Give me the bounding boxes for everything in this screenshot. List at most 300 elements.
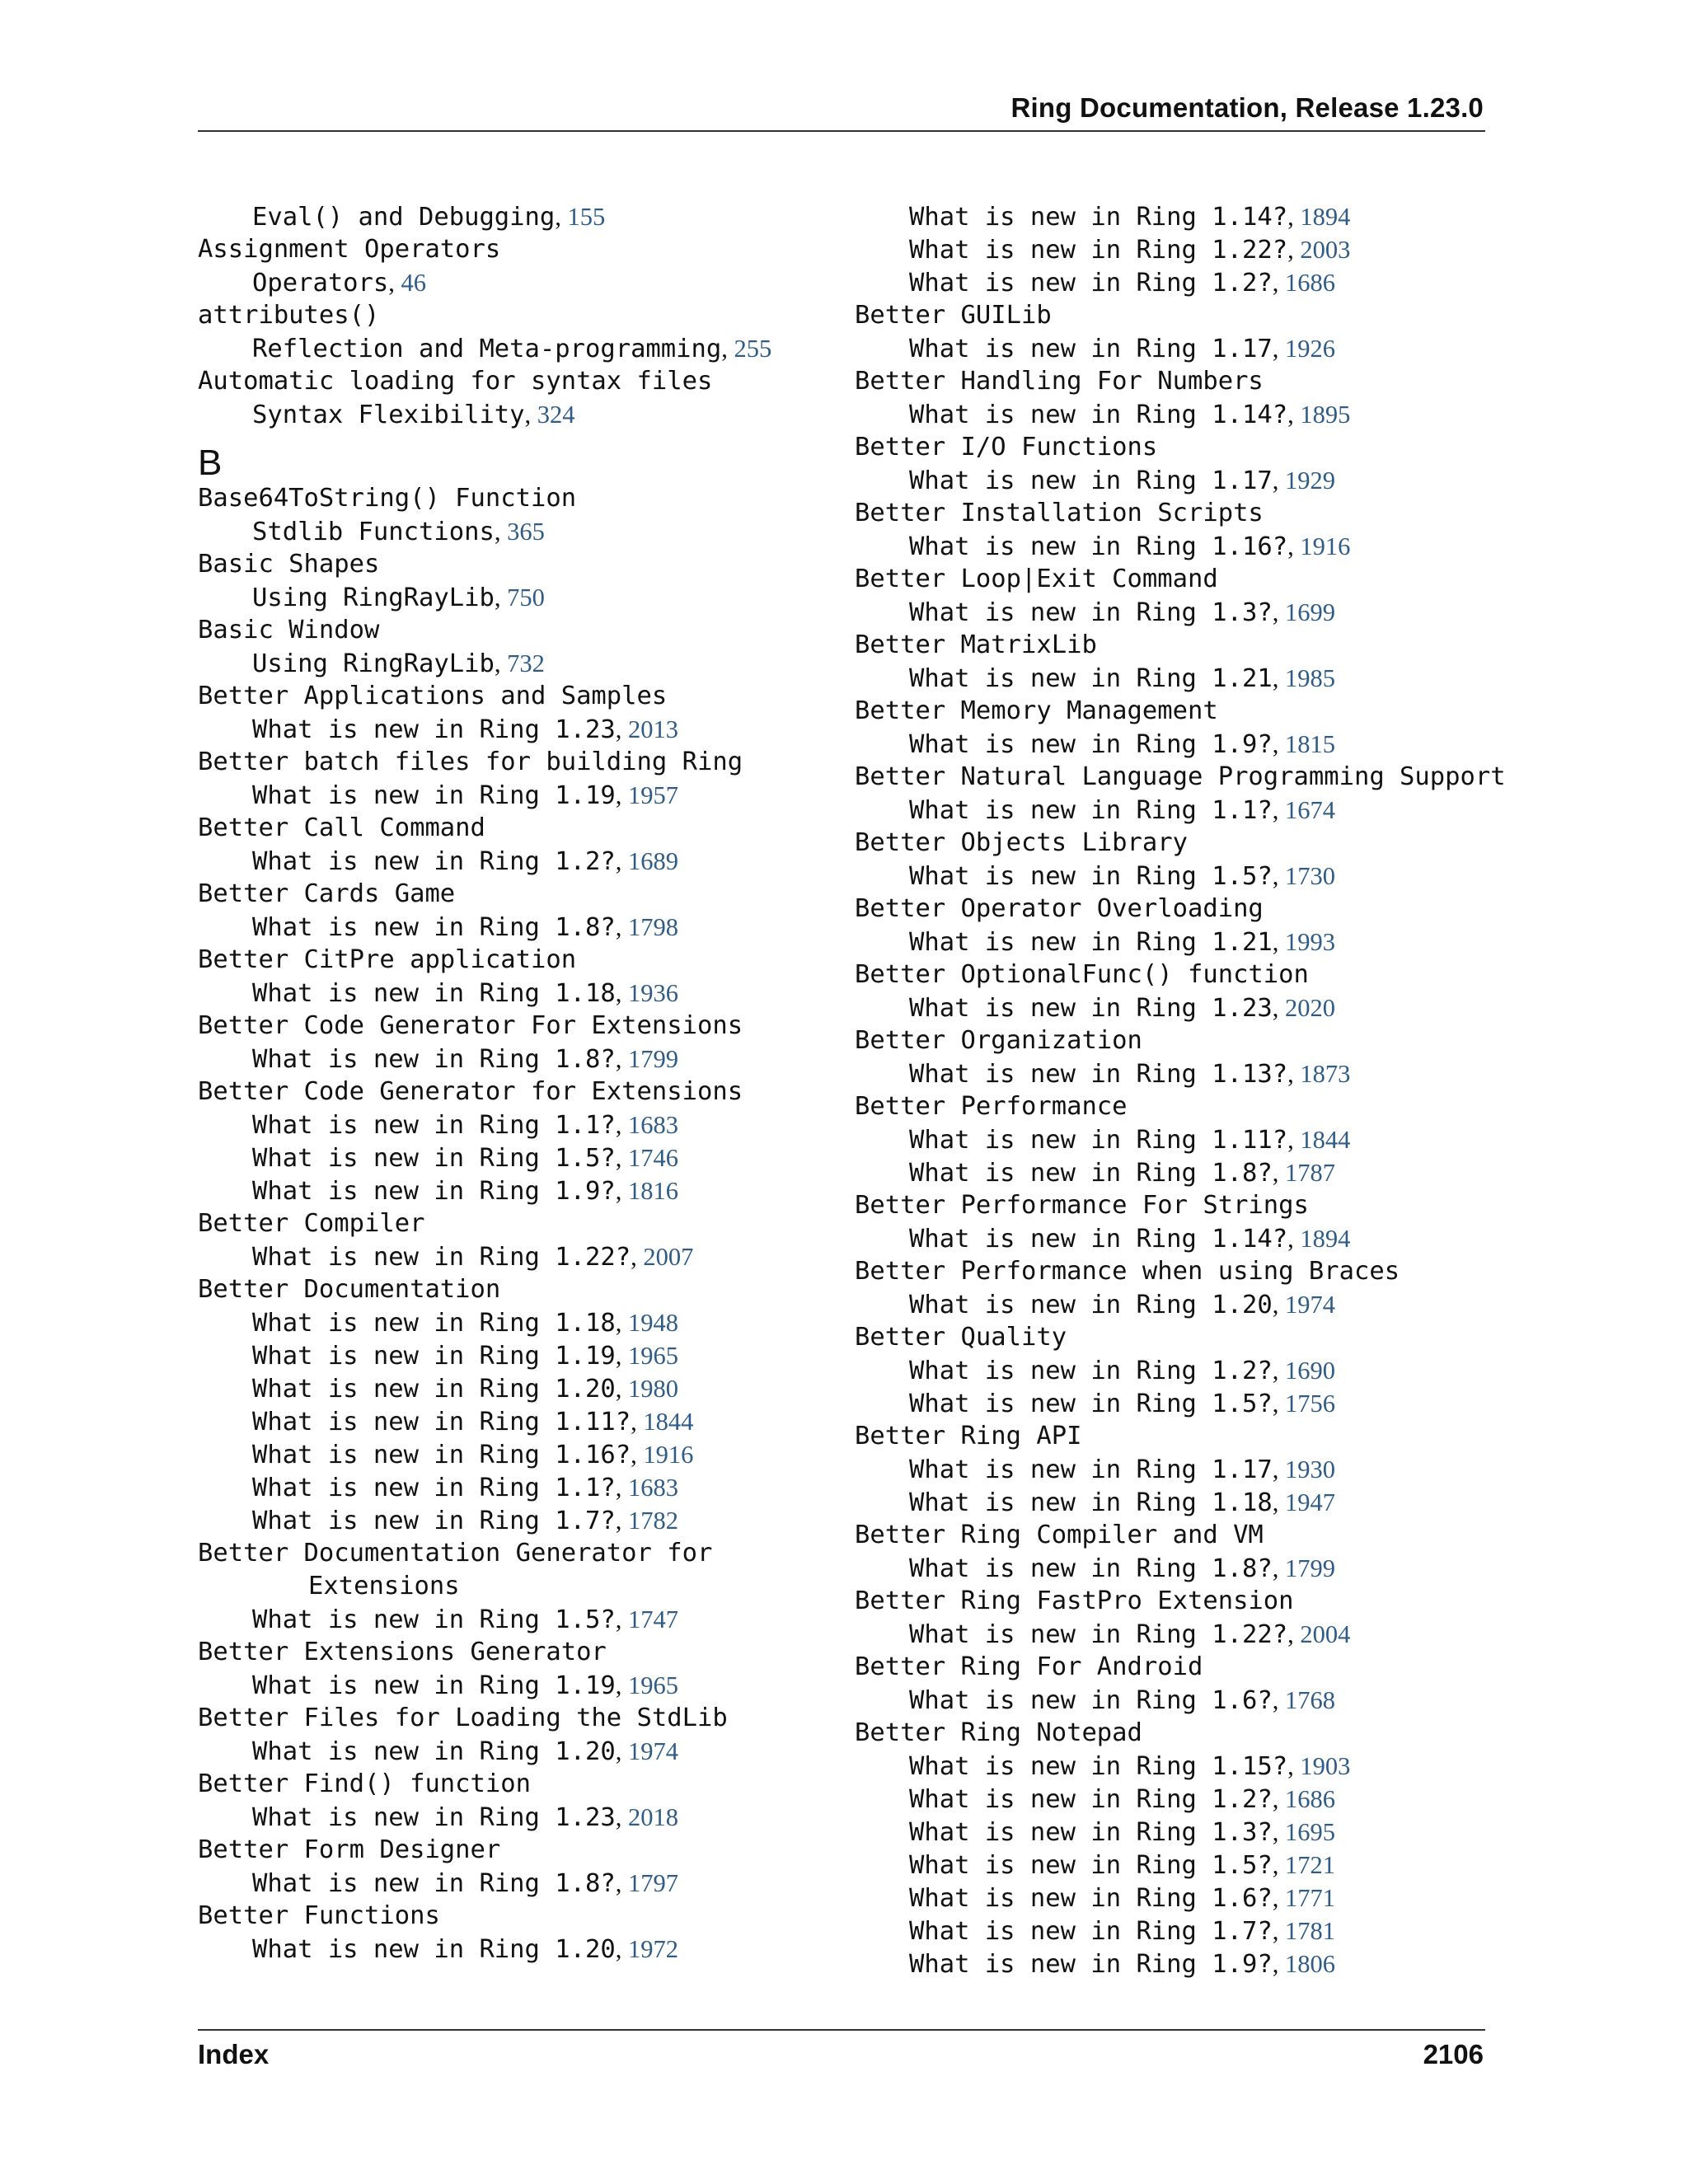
index-subentry: [855, 1387, 1506, 1420]
index-term: Better Organization: [855, 1026, 1142, 1055]
index-term: Better Performance: [855, 1092, 1128, 1121]
index-subentry: [198, 911, 771, 944]
index-subentry-label: What is new in Ring 1.18: [252, 979, 616, 1008]
index-term: Better Handling For Numbers: [855, 367, 1264, 396]
index-term: Better GUILib: [855, 301, 1052, 330]
index-separator: ,: [615, 1045, 628, 1073]
index-separator: ,: [494, 583, 508, 612]
index-subentry: [198, 1306, 771, 1339]
index-subentry: [198, 1372, 771, 1405]
index-separator: ,: [615, 781, 628, 809]
index-subentry: [198, 845, 771, 878]
index-separator: ,: [1272, 1390, 1285, 1418]
index-subentry: [198, 581, 771, 614]
index-subentry: [855, 794, 1506, 827]
index-subentry-label: What is new in Ring 1.18: [252, 1309, 616, 1338]
index-separator: ,: [1272, 1455, 1285, 1483]
index-subentry: [855, 266, 1506, 299]
footer-section-label: Index: [198, 2039, 270, 2069]
index-subentry-label: What is new in Ring 1.7?: [252, 1507, 616, 1535]
page-link[interactable]: 1730: [1284, 862, 1335, 890]
index-column-left: [198, 200, 771, 1966]
index-term: Better OptionalFunc() function: [855, 960, 1309, 989]
index-term: Basic Window: [198, 616, 380, 644]
page-link[interactable]: 1683: [627, 1474, 678, 1502]
index-subentry: [855, 1618, 1506, 1651]
index-subentry: [855, 1684, 1506, 1717]
index-separator: ,: [494, 518, 508, 546]
index-separator: ,: [615, 847, 628, 875]
index-subentry: [198, 1339, 771, 1372]
index-subentry: [855, 200, 1506, 233]
index-subentry: [198, 1471, 771, 1504]
page-link[interactable]: 1936: [627, 979, 678, 1007]
index-subentry: [855, 1222, 1506, 1255]
index-separator: ,: [615, 1144, 628, 1172]
index-term: Assignment Operators: [198, 235, 501, 264]
index-letter-heading: B: [198, 443, 223, 483]
page-link[interactable]: 255: [734, 335, 772, 363]
index-subentry: [855, 1288, 1506, 1321]
index-subentry: [855, 1453, 1506, 1486]
index-subentry: [198, 977, 771, 1010]
index-subentry-label: What is new in Ring 1.9?: [252, 1177, 616, 1206]
index-term: Better batch files for building Ring: [198, 748, 743, 776]
page-link[interactable]: 1903: [1300, 1752, 1351, 1780]
index-term: Better Call Command: [198, 813, 485, 842]
page-link[interactable]: 1787: [1284, 1159, 1335, 1187]
index-subentry-label: What is new in Ring 1.22?: [909, 236, 1288, 265]
index-separator: ,: [1287, 1225, 1301, 1253]
index-subentry-label: What is new in Ring 1.1?: [252, 1111, 616, 1140]
index-subentry-label: What is new in Ring 1.15?: [909, 1752, 1288, 1781]
index-separator: ,: [1272, 1818, 1285, 1846]
index-subentry: [855, 1750, 1506, 1783]
page-link[interactable]: 1894: [1300, 1225, 1351, 1253]
page-link[interactable]: 2018: [627, 1803, 678, 1831]
index-separator: ,: [1287, 401, 1301, 429]
page-link[interactable]: 46: [401, 269, 427, 297]
index-separator: ,: [1287, 1126, 1301, 1154]
page-link[interactable]: 1674: [1284, 796, 1335, 824]
page-link[interactable]: 1993: [1284, 928, 1335, 956]
index-subentry-label: What is new in Ring 1.11?: [909, 1126, 1288, 1155]
index-subentry-label: What is new in Ring 1.20: [252, 1737, 616, 1766]
page-link[interactable]: 1806: [1284, 1950, 1335, 1978]
index-subentry: [198, 1240, 771, 1273]
index-separator: ,: [1272, 1950, 1285, 1978]
page-link[interactable]: 1683: [627, 1111, 678, 1139]
index-separator: ,: [1272, 1488, 1285, 1516]
index-subentry: [855, 1783, 1506, 1816]
index-term: Better Memory Management: [855, 696, 1218, 725]
index-subentry: [198, 1669, 771, 1702]
index-subentry-label: What is new in Ring 1.20: [909, 1291, 1273, 1319]
index-separator: ,: [615, 1507, 628, 1535]
index-separator: ,: [1272, 928, 1285, 956]
index-subentry: [855, 662, 1506, 695]
index-term: Better Objects Library: [855, 828, 1188, 857]
page-link[interactable]: 1965: [627, 1342, 678, 1370]
index-separator: ,: [1272, 1291, 1285, 1319]
index-subentry-label: What is new in Ring 1.11?: [252, 1408, 631, 1436]
page-link[interactable]: 1873: [1300, 1060, 1351, 1088]
page-link[interactable]: 1974: [627, 1737, 678, 1765]
index-subentry: [855, 1915, 1506, 1947]
index-subentry: [855, 1816, 1506, 1849]
index-term: Better Quality: [855, 1323, 1067, 1352]
index-separator: ,: [1272, 335, 1285, 363]
index-separator: ,: [388, 269, 401, 297]
index-subentry-label: What is new in Ring 1.16?: [252, 1441, 631, 1469]
page-link[interactable]: 1768: [1284, 1686, 1335, 1714]
index-separator: ,: [1287, 203, 1301, 231]
index-subentry-label: What is new in Ring 1.14?: [909, 401, 1288, 429]
index-subentry: [855, 530, 1506, 563]
index-subentry-label: What is new in Ring 1.2?: [252, 847, 616, 876]
page-link[interactable]: 1815: [1284, 730, 1335, 758]
page-link[interactable]: 1965: [627, 1671, 678, 1699]
index-separator: ,: [615, 715, 628, 743]
index-subentry-label: What is new in Ring 1.21: [909, 664, 1273, 693]
index-subentry-label: What is new in Ring 1.19: [252, 781, 616, 810]
index-separator: ,: [615, 1605, 628, 1633]
index-term: attributes(): [198, 301, 380, 330]
index-separator: ,: [1272, 664, 1285, 692]
index-subentry-label: What is new in Ring 1.6?: [909, 1686, 1273, 1715]
index-separator: ,: [615, 1737, 628, 1765]
index-subentry: [198, 1603, 771, 1636]
index-subentry: [855, 1947, 1506, 1980]
footer-rule: [198, 2029, 1485, 2031]
index-term: Better Form Designer: [198, 1835, 501, 1864]
index-term: Better Find() function: [198, 1769, 531, 1798]
index-term: Better Ring FastPro Extension: [855, 1586, 1294, 1615]
index-separator: ,: [1287, 236, 1301, 264]
page-link[interactable]: 1816: [627, 1177, 678, 1205]
index-subentry: [198, 1735, 771, 1768]
page-link[interactable]: 1699: [1284, 598, 1335, 626]
index-subentry: [855, 860, 1506, 893]
index-subentry-label: What is new in Ring 1.5?: [909, 1390, 1273, 1418]
index-separator: ,: [1272, 862, 1285, 890]
page-link[interactable]: 1689: [627, 847, 678, 875]
index-subentry-label: What is new in Ring 1.23: [909, 994, 1273, 1023]
index-subentry: [855, 398, 1506, 431]
index-term: Better Code Generator For Extensions: [198, 1011, 743, 1040]
index-separator: ,: [1287, 1060, 1301, 1088]
page-link[interactable]: 1746: [627, 1144, 678, 1172]
page-link[interactable]: 750: [507, 583, 545, 612]
page-link[interactable]: 1948: [627, 1309, 678, 1337]
index-subentry: [198, 1174, 771, 1207]
index-separator: ,: [1287, 532, 1301, 560]
index-subentry: [855, 464, 1506, 497]
index-subentry-label: What is new in Ring 1.8?: [252, 913, 616, 942]
index-term-continuation: Extensions: [308, 1572, 460, 1601]
index-separator: ,: [1272, 1554, 1285, 1582]
index-subentry: [855, 1552, 1506, 1585]
page-link[interactable]: 1747: [627, 1605, 678, 1633]
index-separator: ,: [1287, 1752, 1301, 1780]
index-subentry: [855, 1057, 1506, 1090]
index-term: Better Loop|Exit Command: [855, 565, 1218, 593]
index-separator: ,: [721, 335, 734, 363]
page-link[interactable]: 1798: [627, 913, 678, 941]
index-subentry: [198, 1141, 771, 1174]
index-subentry: [198, 1504, 771, 1537]
index-term: Better Code Generator for Extensions: [198, 1077, 743, 1106]
index-subentry: [855, 233, 1506, 266]
page-link[interactable]: 1844: [643, 1408, 694, 1436]
index-subentry-label: What is new in Ring 1.23: [252, 1803, 616, 1832]
index-subentry-label: What is new in Ring 1.7?: [909, 1917, 1273, 1946]
index-separator: ,: [1272, 1686, 1285, 1714]
index-separator: ,: [1287, 1620, 1301, 1648]
footer-page-number: 2106: [1423, 2039, 1484, 2069]
index-subentry: [198, 1801, 771, 1834]
index-term: Better Operator Overloading: [855, 894, 1264, 923]
index-term: Better Performance For Strings: [855, 1191, 1309, 1220]
index-separator: ,: [1272, 598, 1285, 626]
index-separator: ,: [1272, 1884, 1285, 1912]
page-link[interactable]: 1799: [1284, 1554, 1335, 1582]
index-subentry: [198, 515, 771, 548]
index-subentry: [198, 1867, 771, 1900]
index-subentry-label: Eval() and Debugging: [252, 203, 556, 232]
page-link[interactable]: 1686: [1284, 1785, 1335, 1813]
page-link[interactable]: 1930: [1284, 1455, 1335, 1483]
index-subentry: [198, 1043, 771, 1076]
index-separator: ,: [615, 1177, 628, 1205]
index-separator: ,: [555, 203, 568, 231]
index-subentry-label: What is new in Ring 1.5?: [909, 1851, 1273, 1880]
index-subentry-label: What is new in Ring 1.5?: [252, 1605, 616, 1634]
index-subentry-label: What is new in Ring 1.2?: [909, 1357, 1273, 1385]
index-subentry-label: What is new in Ring 1.3?: [909, 1818, 1273, 1847]
index-subentry-label: What is new in Ring 1.19: [252, 1342, 616, 1371]
index-separator: ,: [1272, 796, 1285, 824]
index-subentry-label: What is new in Ring 1.13?: [909, 1060, 1288, 1089]
index-subentry-label: What is new in Ring 1.20: [252, 1375, 616, 1404]
page-link[interactable]: 2007: [643, 1243, 694, 1271]
page-link[interactable]: 1799: [627, 1045, 678, 1073]
page-link[interactable]: 1695: [1284, 1818, 1335, 1846]
index-separator: ,: [615, 1342, 628, 1370]
index-term: Better Applications and Samples: [198, 682, 668, 710]
index-term: Basic Shapes: [198, 550, 380, 579]
page-link[interactable]: 155: [567, 203, 606, 231]
index-subentry-label: What is new in Ring 1.1?: [909, 796, 1273, 825]
index-subentry-label: Using RingRayLib: [252, 583, 495, 612]
index-subentry-label: What is new in Ring 1.3?: [909, 598, 1273, 627]
page-link[interactable]: 324: [537, 401, 575, 429]
page-link[interactable]: 365: [507, 518, 545, 546]
index-subentry-label: What is new in Ring 1.8?: [909, 1554, 1273, 1583]
page-link[interactable]: 1771: [1284, 1884, 1335, 1912]
index-subentry: [855, 926, 1506, 958]
index-subentry: [855, 1156, 1506, 1189]
index-separator: ,: [615, 1474, 628, 1502]
index-subentry-label: What is new in Ring 1.17: [909, 466, 1273, 495]
index-subentry-label: What is new in Ring 1.22?: [909, 1620, 1288, 1649]
index-subentry-label: What is new in Ring 1.23: [252, 715, 616, 744]
index-term: Better Documentation Generator for: [198, 1539, 713, 1568]
index-subentry-label: Stdlib Functions: [252, 518, 495, 546]
index-term: Better Installation Scripts: [855, 499, 1264, 527]
index-subentry-label: Operators: [252, 269, 389, 298]
page-link[interactable]: 732: [507, 649, 545, 677]
index-term: Better Ring Compiler and VM: [855, 1521, 1264, 1549]
index-subentry-label: What is new in Ring 1.16?: [909, 532, 1288, 561]
page-link[interactable]: 1844: [1300, 1126, 1351, 1154]
index-separator: ,: [1272, 1785, 1285, 1813]
index-subentry: [855, 991, 1506, 1024]
index-subentry: [198, 1933, 771, 1966]
index-separator: ,: [631, 1243, 644, 1271]
page-link[interactable]: 1894: [1300, 203, 1351, 231]
page-link[interactable]: 2020: [1284, 994, 1335, 1022]
page-link[interactable]: 1916: [1300, 532, 1351, 560]
index-term: Better Compiler: [198, 1209, 425, 1238]
index-term: Better Ring Notepad: [855, 1718, 1142, 1747]
index-subentry-label: What is new in Ring 1.21: [909, 928, 1273, 957]
index-separator: ,: [615, 1869, 628, 1897]
page-link[interactable]: 1980: [627, 1375, 678, 1403]
index-separator: ,: [1272, 1917, 1285, 1945]
index-subentry-label: What is new in Ring 1.17: [909, 335, 1273, 363]
page-link[interactable]: 1947: [1284, 1488, 1335, 1516]
index-separator: ,: [1272, 730, 1285, 758]
index-subentry: [855, 1123, 1506, 1156]
index-subentry-label: What is new in Ring 1.9?: [909, 730, 1273, 759]
index-term: Better Natural Language Programming Support: [855, 762, 1506, 791]
index-term: Better Ring API: [855, 1422, 1082, 1451]
index-subentry-label: What is new in Ring 1.9?: [909, 1950, 1273, 1979]
running-header-title: Ring Documentation, Release 1.23.0: [1010, 92, 1484, 123]
index-term: Better Cards Game: [198, 879, 456, 908]
page-link[interactable]: 1781: [1284, 1917, 1335, 1945]
page-link[interactable]: 1797: [627, 1869, 678, 1897]
index-term: Automatic loading for syntax files: [198, 367, 713, 396]
page-link[interactable]: 1686: [1284, 269, 1335, 297]
index-term: Better MatrixLib: [855, 630, 1097, 659]
index-term: Better Performance when using Braces: [855, 1257, 1400, 1286]
index-subentry-label: Syntax Flexibility: [252, 401, 525, 429]
index-subentry-label: What is new in Ring 1.8?: [909, 1159, 1273, 1188]
index-subentry-label: Reflection and Meta-programming: [252, 335, 722, 363]
index-subentry-label: What is new in Ring 1.18: [909, 1488, 1273, 1517]
index-subentry-label: What is new in Ring 1.14?: [909, 1225, 1288, 1254]
page-link[interactable]: 1929: [1284, 466, 1335, 494]
index-subentry-label: What is new in Ring 1.5?: [252, 1144, 616, 1173]
page-link[interactable]: 1690: [1284, 1357, 1335, 1385]
index-separator: ,: [494, 649, 508, 677]
index-subentry-label: What is new in Ring 1.8?: [252, 1869, 616, 1898]
index-subentry: [198, 1438, 771, 1471]
index-subentry-label: What is new in Ring 1.14?: [909, 203, 1288, 232]
index-subentry: [855, 1354, 1506, 1387]
page-link[interactable]: 1957: [627, 781, 678, 809]
index-subentry-label: What is new in Ring 1.1?: [252, 1474, 616, 1502]
index-column-right: [855, 200, 1506, 1980]
index-subentry-label: What is new in Ring 1.20: [252, 1935, 616, 1964]
index-subentry: [198, 332, 771, 365]
index-subentry: [198, 1108, 771, 1141]
index-subentry-label: What is new in Ring 1.22?: [252, 1243, 631, 1272]
index-separator: ,: [615, 1671, 628, 1699]
index-separator: ,: [1272, 269, 1285, 297]
index-separator: ,: [631, 1441, 644, 1469]
index-separator: ,: [1272, 994, 1285, 1022]
index-subentry: [198, 647, 771, 680]
index-separator: ,: [524, 401, 537, 429]
index-subentry: [855, 1882, 1506, 1915]
page-link[interactable]: 2013: [627, 715, 678, 743]
index-subentry: [855, 596, 1506, 629]
page-link[interactable]: 1782: [627, 1507, 678, 1535]
index-term: Better Ring For Android: [855, 1652, 1203, 1681]
index-subentry: [198, 779, 771, 812]
index-separator: ,: [631, 1408, 644, 1436]
index-subentry: [198, 266, 771, 299]
index-subentry: [198, 713, 771, 746]
index-separator: ,: [615, 1935, 628, 1963]
index-separator: ,: [615, 1803, 628, 1831]
page-link[interactable]: 1756: [1284, 1390, 1335, 1418]
page-link[interactable]: 1985: [1284, 664, 1335, 692]
index-term: Better Functions: [198, 1901, 440, 1930]
index-term: Better Documentation: [198, 1275, 501, 1304]
index-separator: ,: [1272, 1159, 1285, 1187]
index-separator: ,: [1272, 1357, 1285, 1385]
index-subentry: [855, 728, 1506, 761]
index-subentry: [198, 200, 771, 233]
index-term: Base64ToString() Function: [198, 484, 577, 513]
index-separator: ,: [615, 1375, 628, 1403]
index-term: Better CitPre application: [198, 945, 577, 974]
index-separator: ,: [615, 1111, 628, 1139]
index-subentry-label: What is new in Ring 1.2?: [909, 1785, 1273, 1814]
index-separator: ,: [1272, 466, 1285, 494]
page-link[interactable]: 2003: [1300, 236, 1351, 264]
index-subentry: [198, 398, 771, 431]
page-link[interactable]: 1895: [1300, 401, 1351, 429]
index-subentry: [855, 1486, 1506, 1519]
page-link[interactable]: 1926: [1284, 335, 1335, 363]
page-link[interactable]: 1974: [1284, 1291, 1335, 1319]
index-subentry: [855, 1849, 1506, 1882]
index-separator: ,: [615, 1309, 628, 1337]
index-term: Better Extensions Generator: [198, 1638, 607, 1666]
index-subentry-label: What is new in Ring 1.17: [909, 1455, 1273, 1484]
page-link[interactable]: 1972: [627, 1935, 678, 1963]
index-term: Better Files for Loading the StdLib: [198, 1704, 728, 1732]
index-separator: ,: [1272, 1851, 1285, 1879]
index-subentry-label: What is new in Ring 1.19: [252, 1671, 616, 1700]
page-link[interactable]: 2004: [1300, 1620, 1351, 1648]
index-term: Better I/O Functions: [855, 433, 1158, 462]
page-link[interactable]: 1721: [1284, 1851, 1335, 1879]
header-rule: [198, 130, 1485, 132]
index-separator: ,: [615, 979, 628, 1007]
index-subentry-label: Using RingRayLib: [252, 649, 495, 678]
index-separator: ,: [615, 913, 628, 941]
index-subentry-label: What is new in Ring 1.2?: [909, 269, 1273, 298]
index-subentry: [855, 332, 1506, 365]
index-subentry-label: What is new in Ring 1.8?: [252, 1045, 616, 1074]
page-link[interactable]: 1916: [643, 1441, 694, 1469]
